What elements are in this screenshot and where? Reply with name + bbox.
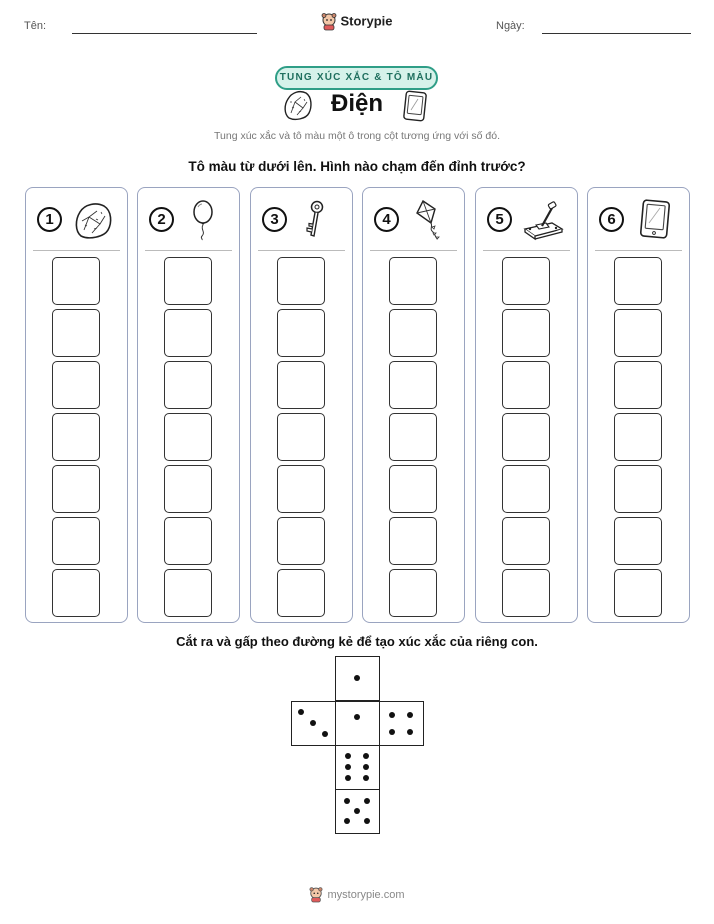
column-1 <box>25 187 128 623</box>
color-box[interactable] <box>164 361 212 409</box>
dice-pip <box>298 709 304 715</box>
column-number: 3 <box>262 207 287 232</box>
dice-pip <box>364 818 370 824</box>
color-box[interactable] <box>614 517 662 565</box>
dice-face-1 <box>335 701 380 746</box>
color-box[interactable] <box>277 361 325 409</box>
color-box[interactable] <box>389 413 437 461</box>
color-box[interactable] <box>164 517 212 565</box>
activity-badge: TUNG XÚC XẮC & TÔ MÀU <box>275 66 438 90</box>
rock-icon <box>72 199 114 241</box>
color-box[interactable] <box>52 569 100 617</box>
column-divider <box>595 250 682 251</box>
color-box[interactable] <box>52 361 100 409</box>
name-label: Tên: <box>24 20 47 32</box>
color-box[interactable] <box>277 257 325 305</box>
dice-pip <box>354 675 360 681</box>
column-divider <box>258 250 345 251</box>
column-header <box>26 188 127 250</box>
color-box[interactable] <box>389 465 437 513</box>
dice-pip <box>345 753 351 759</box>
date-line[interactable] <box>542 33 691 34</box>
name-line[interactable] <box>72 33 257 34</box>
color-box[interactable] <box>614 413 662 461</box>
dice-pip <box>363 764 369 770</box>
dice-face-3 <box>291 701 336 746</box>
footer <box>0 887 714 903</box>
color-box[interactable] <box>614 569 662 617</box>
color-box[interactable] <box>389 569 437 617</box>
footer-url[interactable]: mystorypie.com <box>327 888 405 901</box>
color-box[interactable] <box>277 569 325 617</box>
color-box[interactable] <box>164 257 212 305</box>
color-box[interactable] <box>52 517 100 565</box>
color-box[interactable] <box>164 309 212 357</box>
dice-pip <box>354 808 360 814</box>
dice-pip <box>310 720 316 726</box>
dice-face-4 <box>379 701 424 746</box>
column-header <box>476 188 577 250</box>
dice-pip <box>322 731 328 737</box>
column-5 <box>475 187 578 623</box>
column-number: 5 <box>487 207 512 232</box>
page-title: Điện <box>330 90 383 117</box>
color-box[interactable] <box>164 465 212 513</box>
switch-icon <box>522 199 564 241</box>
tablet-icon <box>402 90 428 122</box>
dice-pip <box>407 712 413 718</box>
color-box[interactable] <box>389 517 437 565</box>
color-box[interactable] <box>164 569 212 617</box>
column-header <box>251 188 352 250</box>
color-box[interactable] <box>52 465 100 513</box>
key-icon <box>297 199 339 241</box>
color-box[interactable] <box>52 257 100 305</box>
dice-pip <box>363 753 369 759</box>
date-label: Ngày: <box>496 20 525 32</box>
column-header <box>363 188 464 250</box>
color-box[interactable] <box>502 465 550 513</box>
column-3 <box>250 187 353 623</box>
color-box[interactable] <box>614 465 662 513</box>
color-box[interactable] <box>277 465 325 513</box>
color-box[interactable] <box>502 413 550 461</box>
dice-pip <box>354 714 360 720</box>
column-6 <box>587 187 690 623</box>
dice-pip <box>407 729 413 735</box>
color-box[interactable] <box>164 413 212 461</box>
brand-name: Storypie <box>340 13 393 29</box>
color-box[interactable] <box>502 309 550 357</box>
column-divider <box>33 250 120 251</box>
color-box[interactable] <box>614 309 662 357</box>
color-box[interactable] <box>277 413 325 461</box>
dice-pip <box>345 775 351 781</box>
dice-pip <box>364 798 370 804</box>
mascot-icon <box>321 13 337 31</box>
dice-pip <box>389 712 395 718</box>
dice-face-1 <box>335 656 380 701</box>
dice-pip <box>344 798 350 804</box>
column-4 <box>362 187 465 623</box>
instruction: Tô màu từ dưới lên. Hình nào chạm đến đỉnh trước? <box>188 159 526 174</box>
color-box[interactable] <box>52 413 100 461</box>
color-box[interactable] <box>389 257 437 305</box>
color-box[interactable] <box>389 309 437 357</box>
color-box[interactable] <box>614 257 662 305</box>
subtitle: Tung xúc xắc và tô màu một ô trong cột tương ứng với số đó. <box>214 130 500 142</box>
title-row <box>0 88 714 124</box>
color-box[interactable] <box>52 309 100 357</box>
column-divider <box>145 250 232 251</box>
dice-face-5 <box>335 789 380 834</box>
column-divider <box>483 250 570 251</box>
dice-pip <box>345 764 351 770</box>
dice-pip <box>363 775 369 781</box>
kite-icon <box>409 199 451 241</box>
column-number: 1 <box>37 207 62 232</box>
dice-pip <box>344 818 350 824</box>
color-box[interactable] <box>502 257 550 305</box>
column-header <box>138 188 239 250</box>
cut-instruction: Cắt ra và gấp theo đường kẻ để tạo xúc xắc của riêng con. <box>176 634 538 649</box>
color-box[interactable] <box>614 361 662 409</box>
column-number: 6 <box>599 207 624 232</box>
tablet-icon <box>634 199 676 241</box>
dice-pip <box>389 729 395 735</box>
dice-face-6 <box>335 745 380 790</box>
color-box[interactable] <box>502 361 550 409</box>
color-box[interactable] <box>502 517 550 565</box>
balloon-icon <box>184 199 226 241</box>
column-divider <box>370 250 457 251</box>
brand-logo <box>0 13 714 31</box>
color-box[interactable] <box>277 309 325 357</box>
column-number: 4 <box>374 207 399 232</box>
color-box[interactable] <box>277 517 325 565</box>
column-2 <box>137 187 240 623</box>
column-number: 2 <box>149 207 174 232</box>
mascot-icon <box>309 887 323 903</box>
color-box[interactable] <box>389 361 437 409</box>
column-header <box>588 188 689 250</box>
color-box[interactable] <box>502 569 550 617</box>
